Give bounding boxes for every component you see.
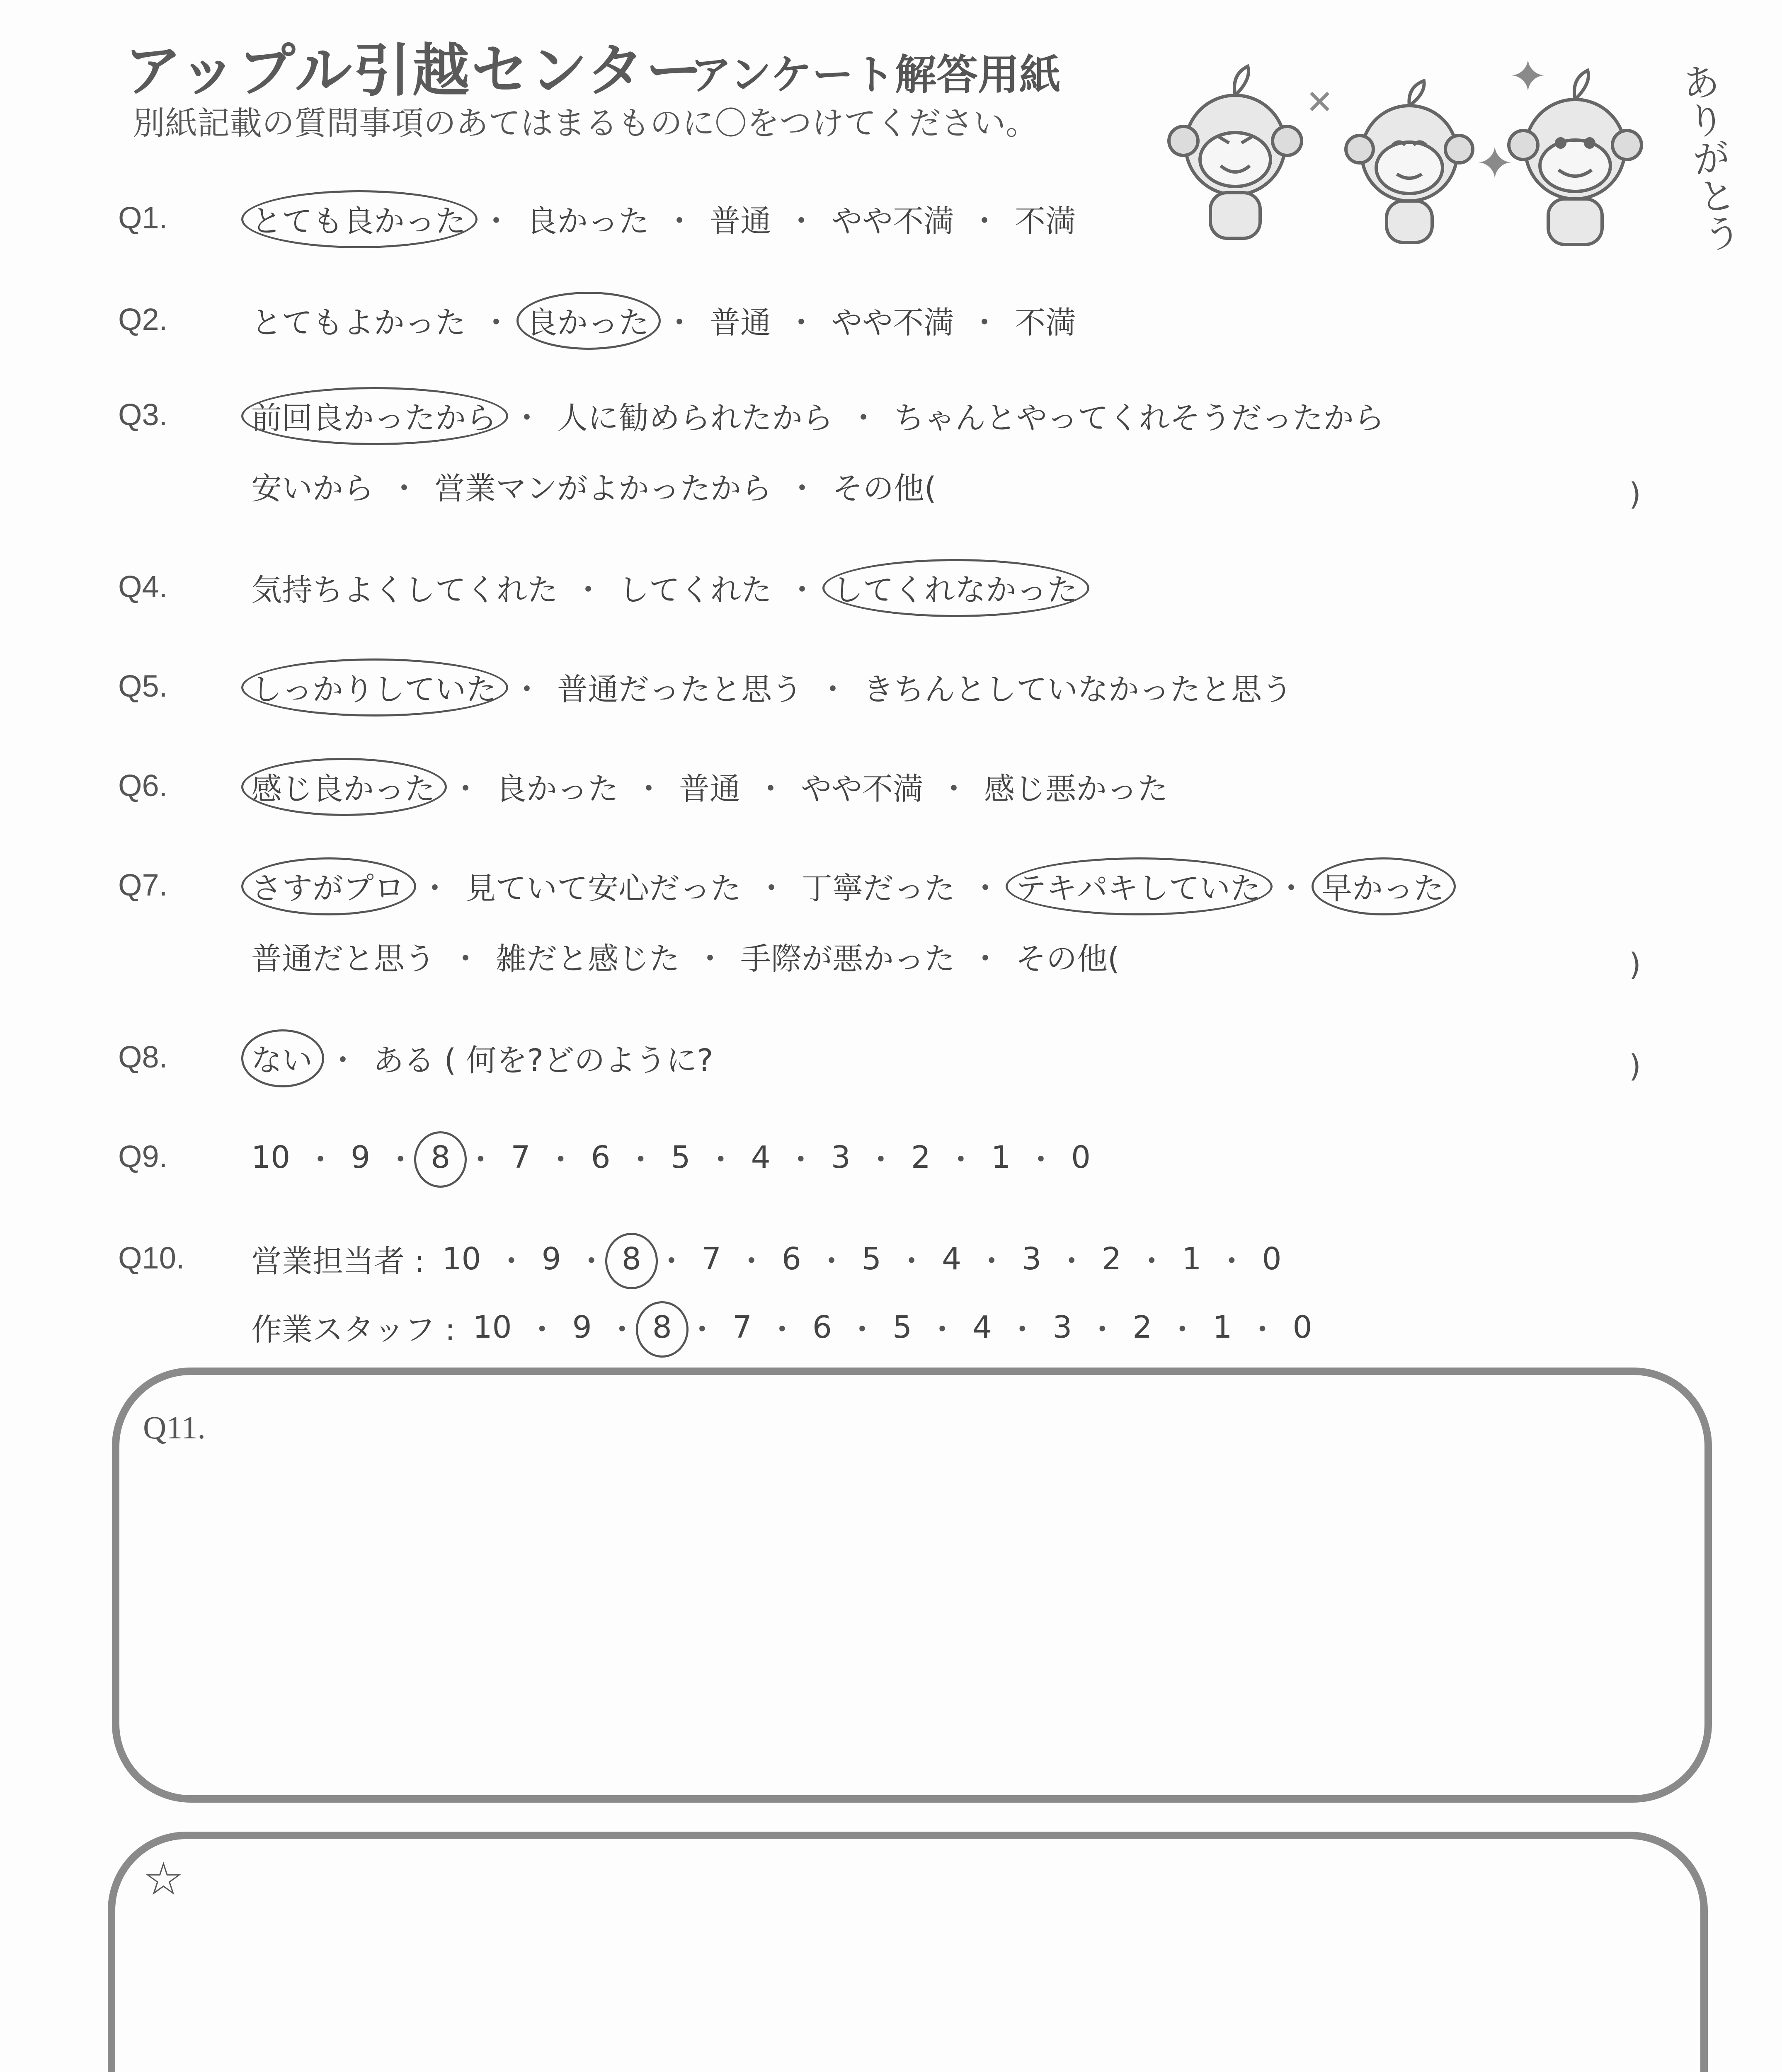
separator-dot: ・ <box>419 871 450 906</box>
answer-option-selected[interactable]: 8 <box>650 1310 674 1345</box>
separator-dot: ・ <box>1056 1244 1087 1279</box>
answer-option-selected[interactable]: 感じ良かった <box>249 765 438 808</box>
answer-option[interactable]: 0 <box>1292 1310 1312 1345</box>
answer-row <box>249 1237 1284 1281</box>
thanks-lettering: ありがとう <box>1673 60 1744 255</box>
closing-parenthesis: ) <box>1629 477 1641 512</box>
rating-category-label: 作業スタッフ : <box>251 1312 456 1348</box>
answer-option[interactable]: 3 <box>1052 1310 1072 1345</box>
answer-option[interactable]: 6 <box>812 1310 832 1345</box>
separator-dot: ・ <box>656 1244 687 1279</box>
answer-option[interactable]: 7 <box>732 1310 752 1345</box>
separator-dot: ・ <box>606 1312 638 1348</box>
separator-dot: ・ <box>545 1142 576 1178</box>
q11-label: Q11. <box>143 1409 206 1445</box>
answer-option[interactable]: 見ていて安心だった <box>465 871 741 906</box>
answer-option[interactable]: とてもよかった <box>251 305 466 341</box>
question-label: Q6. <box>118 768 168 803</box>
question-label: Q8. <box>118 1040 168 1074</box>
answer-option[interactable]: 9 <box>572 1310 592 1345</box>
answer-option[interactable]: 普通だったと思う <box>557 672 803 707</box>
monkey-mascot-illustration <box>1152 41 1691 257</box>
answer-option[interactable]: 人に勧められたから <box>557 400 833 436</box>
star-label: ☆ <box>143 1854 184 1905</box>
answer-option[interactable]: 1 <box>1182 1241 1202 1277</box>
answer-option[interactable]: 良かった <box>526 203 649 239</box>
answer-option[interactable]: 5 <box>671 1140 691 1175</box>
answer-option[interactable]: 雑だと感じた <box>496 941 680 977</box>
separator-dot: ・ <box>481 305 512 341</box>
answer-option-selected[interactable]: 8 <box>619 1241 644 1277</box>
answer-option[interactable]: ある ( 何を?どのように? <box>373 1043 713 1078</box>
separator-dot: ・ <box>816 1244 847 1279</box>
answer-option[interactable]: 10 <box>251 1140 291 1175</box>
answer-row <box>249 197 1079 241</box>
sparkle-icon: ✦ <box>1476 137 1514 190</box>
answer-option[interactable]: その他( <box>1016 941 1120 977</box>
answer-option[interactable]: 3 <box>1022 1241 1042 1277</box>
answer-option-selected[interactable]: 前回良かったから <box>249 394 499 438</box>
answer-option[interactable]: 1 <box>1212 1310 1232 1345</box>
answer-option[interactable]: やや不満 <box>801 771 924 807</box>
separator-dot: ・ <box>1026 1142 1057 1178</box>
answer-row <box>249 864 1447 908</box>
answer-option[interactable]: 不満 <box>1015 203 1076 239</box>
separator-dot: ・ <box>385 1142 416 1178</box>
answer-option-selected[interactable]: さすがプロ <box>249 864 407 908</box>
separator-dot: ・ <box>1136 1244 1167 1279</box>
separator-dot: ・ <box>664 203 695 239</box>
separator-dot: ・ <box>970 871 1001 906</box>
answer-option[interactable]: 0 <box>1071 1140 1091 1175</box>
separator-dot: ・ <box>786 305 817 341</box>
separator-dot: ・ <box>970 941 1001 977</box>
separator-dot: ・ <box>705 1142 736 1178</box>
question-label: Q2. <box>118 302 168 336</box>
separator-dot: ・ <box>785 1142 816 1178</box>
separator-dot: ・ <box>787 471 817 506</box>
separator-dot: ・ <box>1216 1244 1247 1279</box>
sparkle-icon: ✕ <box>1306 83 1334 121</box>
rating-category-label: 営業担当者 : <box>251 1244 425 1279</box>
page-subtitle: アンケート解答用紙 <box>690 51 1061 99</box>
answer-option[interactable]: 4 <box>751 1140 771 1175</box>
answer-row <box>249 1036 715 1080</box>
separator-dot: ・ <box>664 305 695 341</box>
separator-dot: ・ <box>736 1244 767 1279</box>
separator-dot: ・ <box>1167 1312 1198 1348</box>
answer-option[interactable]: 2 <box>1102 1241 1122 1277</box>
answer-row <box>249 765 1171 808</box>
answer-row <box>249 566 1080 610</box>
answer-option[interactable]: 良かった <box>496 771 618 807</box>
question-label: Q9. <box>118 1139 168 1174</box>
separator-dot: ・ <box>755 771 786 807</box>
answer-option[interactable]: 10 <box>442 1241 481 1277</box>
answer-option[interactable]: 普通 <box>710 203 771 239</box>
answer-option[interactable]: 9 <box>541 1241 561 1277</box>
separator-dot: ・ <box>450 771 481 807</box>
answer-option[interactable]: 10 <box>473 1310 512 1345</box>
separator-dot: ・ <box>305 1142 336 1178</box>
answer-option-selected[interactable]: 早かった <box>1319 864 1447 908</box>
answer-option[interactable]: してくれた <box>618 572 772 608</box>
separator-dot: ・ <box>969 203 1000 239</box>
question-label: Q10. <box>118 1241 185 1275</box>
separator-dot: ・ <box>573 572 604 608</box>
separator-dot: ・ <box>481 203 512 239</box>
instruction-text: 別紙記載の質問事項のあてはまるものに〇をつけてください。 <box>133 105 1038 142</box>
separator-dot: ・ <box>450 941 481 977</box>
answer-option[interactable]: 丁寧だった <box>802 871 955 906</box>
answer-option[interactable]: 感じ悪かった <box>984 771 1168 807</box>
separator-dot: ・ <box>576 1244 607 1279</box>
closing-parenthesis: ) <box>1629 947 1641 983</box>
answer-option-selected[interactable]: ない <box>249 1036 315 1080</box>
separator-dot: ・ <box>817 672 848 707</box>
question-label: Q4. <box>118 569 168 604</box>
answer-option-selected[interactable]: 8 <box>428 1140 453 1175</box>
answer-option[interactable]: 営業マンがよかったから <box>434 471 772 506</box>
answer-option[interactable]: やや不満 <box>832 203 954 239</box>
answer-row <box>249 464 939 508</box>
answer-option[interactable]: 1 <box>991 1140 1011 1175</box>
answer-row <box>249 665 1295 709</box>
separator-dot: ・ <box>847 1312 878 1348</box>
answer-row <box>249 298 1079 342</box>
answer-row <box>249 1305 1315 1349</box>
answer-row <box>249 394 1387 438</box>
separator-dot: ・ <box>945 1142 976 1178</box>
separator-dot: ・ <box>1007 1312 1038 1348</box>
answer-option[interactable]: 普通 <box>710 305 771 341</box>
question-label: Q3. <box>118 397 168 432</box>
answer-option[interactable]: 気持ちよくしてくれた <box>251 572 558 608</box>
separator-dot: ・ <box>695 941 725 977</box>
q11-comment-box[interactable] <box>112 1368 1712 1803</box>
separator-dot: ・ <box>327 1043 358 1078</box>
answer-option[interactable]: 9 <box>351 1140 371 1175</box>
separator-dot: ・ <box>976 1244 1007 1279</box>
separator-dot: ・ <box>512 672 542 707</box>
separator-dot: ・ <box>496 1244 527 1279</box>
answer-row <box>249 934 1122 978</box>
answer-row <box>249 1135 1093 1179</box>
answer-option[interactable]: やや不満 <box>832 305 954 341</box>
answer-option[interactable]: その他( <box>832 471 936 506</box>
answer-option-selected[interactable]: してくれなかった <box>830 566 1080 610</box>
answer-option[interactable]: 4 <box>942 1241 962 1277</box>
separator-dot: ・ <box>1276 871 1307 906</box>
separator-dot: ・ <box>786 203 817 239</box>
question-label: Q1. <box>118 201 168 235</box>
sparkle-icon: ✦ <box>1509 50 1547 103</box>
answer-option[interactable]: 3 <box>831 1140 851 1175</box>
separator-dot: ・ <box>389 471 419 506</box>
star-comment-box[interactable] <box>108 1832 1708 2072</box>
question-label: Q5. <box>118 669 168 703</box>
separator-dot: ・ <box>938 771 969 807</box>
answer-option[interactable]: 4 <box>972 1310 992 1345</box>
separator-dot: ・ <box>969 305 1000 341</box>
answer-option[interactable]: 普通だと思う <box>251 941 435 977</box>
separator-dot: ・ <box>526 1312 558 1348</box>
answer-option[interactable]: 不満 <box>1015 305 1076 341</box>
separator-dot: ・ <box>1087 1312 1118 1348</box>
separator-dot: ・ <box>756 871 787 906</box>
separator-dot: ・ <box>896 1244 927 1279</box>
separator-dot: ・ <box>787 572 817 608</box>
separator-dot: ・ <box>927 1312 958 1348</box>
separator-dot: ・ <box>1247 1312 1278 1348</box>
answer-option[interactable]: 6 <box>781 1241 802 1277</box>
closing-parenthesis: ) <box>1629 1048 1641 1084</box>
answer-option[interactable]: 0 <box>1262 1241 1282 1277</box>
separator-dot: ・ <box>766 1312 798 1348</box>
separator-dot: ・ <box>848 400 879 436</box>
answer-option[interactable]: 普通 <box>679 771 740 807</box>
answer-option-selected[interactable]: とても良かった <box>249 197 468 241</box>
answer-option-selected[interactable]: 良かった <box>524 298 652 342</box>
answer-option[interactable]: きちんとしていなかったと思う <box>863 672 1292 707</box>
separator-dot: ・ <box>512 400 542 436</box>
answer-option[interactable]: 7 <box>701 1241 721 1277</box>
answer-option[interactable]: 手際が悪かった <box>740 941 955 977</box>
question-label: Q7. <box>118 868 168 902</box>
answer-option-selected[interactable]: テキパキしていた <box>1013 864 1263 908</box>
answer-option[interactable]: 7 <box>511 1140 531 1175</box>
answer-option[interactable]: 5 <box>892 1310 912 1345</box>
answer-option[interactable]: 6 <box>591 1140 611 1175</box>
answer-option[interactable]: 2 <box>911 1140 931 1175</box>
answer-option[interactable]: ちゃんとやってくれそうだったから <box>894 400 1384 436</box>
answer-option[interactable]: 2 <box>1132 1310 1152 1345</box>
page-title: アップル引越センター <box>124 37 705 104</box>
separator-dot: ・ <box>465 1142 496 1178</box>
answer-option[interactable]: 安いから <box>251 471 374 506</box>
separator-dot: ・ <box>633 771 664 807</box>
separator-dot: ・ <box>686 1312 718 1348</box>
separator-dot: ・ <box>865 1142 896 1178</box>
answer-option[interactable]: 5 <box>862 1241 882 1277</box>
answer-option-selected[interactable]: しっかりしていた <box>249 665 499 709</box>
separator-dot: ・ <box>625 1142 656 1178</box>
